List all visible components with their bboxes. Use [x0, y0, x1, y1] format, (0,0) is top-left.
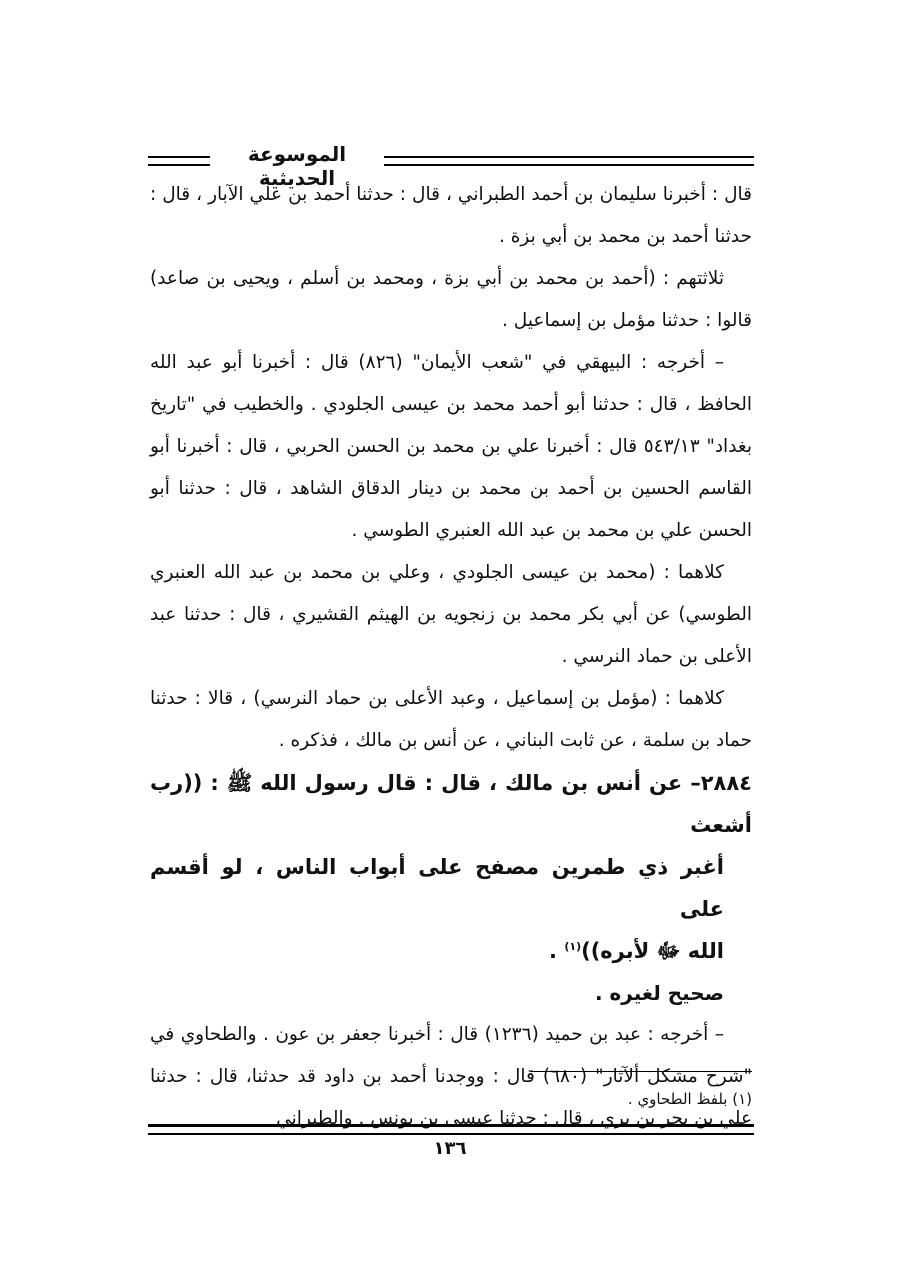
paragraph-2: ثلاثتهم : (أحمد بن محمد بن أبي بزة ، ومحمد بن أسلم ، ويحيى بن صاعد) قالوا : حدثنا مؤمل بن إسماعيل . — [150, 268, 752, 331]
running-header — [148, 140, 754, 190]
footnote: (١) بلفظ الطحاوي . — [627, 1090, 752, 1108]
main-text — [150, 174, 752, 1140]
header-rule-right — [384, 156, 754, 166]
paragraph-5: كلاهما : (مؤمل بن إسماعيل ، وعبد الأعلى بن حماد النرسي) ، قالا : حدثنا حماد بن سلمة ، عن ثابت البناني ، عن أنس بن مالك ، فذكره . — [150, 688, 752, 751]
hadith-line-2: أغبر ذي طمرين مصفح على أبواب الناس ، لو أقسم على — [150, 855, 724, 921]
footer-rule — [148, 1124, 754, 1135]
paragraph-6: – أخرجه : عبد بن حميد (١٢٣٦) قال : أخبرنا جعفر بن عون . والطحاوي في "شرح مشكل ألآثار" (٦٨٠) قال : ووجدنا أحمد بن داود قد حدثنا، قال : حدثنا علي بن بحر بن بري ، قال : حدثنا عيسى بن يونس . والطبراني — [150, 1024, 752, 1129]
paragraph-1: قال : أخبرنا سليمان بن أحمد الطبراني ، قال : حدثنا أحمد بن علي الآبار ، قال : حدثنا أحمد بن محمد بن أبي بزة . — [150, 184, 752, 247]
page-number: ١٣٦ — [433, 1138, 467, 1159]
footnote-divider — [530, 1071, 752, 1072]
hadith-line-3 — [150, 930, 752, 972]
hadith-end: . — [549, 939, 565, 963]
hadith-grade: صحيح لغيره . — [594, 981, 724, 1005]
header-rule-left — [148, 156, 210, 166]
paragraph-4: كلاهما : (محمد بن عيسى الجلودي ، وعلي بن محمد بن عبد الله العنبري الطوسي) عن أبي بكر محمد بن زنجويه بن الهيثم القشيري ، قال : حدثنا عبد الأعلى بن حماد النرسي . — [150, 562, 752, 667]
paragraph-3: – أخرجه : البيهقي في "شعب الأيمان" (٨٢٦) قال : أخبرنا أبو عبد الله الحافظ ، قال : حدثنا أبو أحمد محمد بن عيسى الجلودي . والخطيب في "تاريخ بغداد" ٥٤٣/١٣ قال : أخبرنا علي بن محمد بن الحسن الحربي ، قال : أخبرنا أبو القاسم الحسين بن أحمد بن محمد بن دينار الدقاق الشاهد ، قال : حدثنا أبو الحسن علي بن محمد بن عبد الله العنبري الطوسي . — [150, 352, 752, 541]
header-title: الموسوعة الحديثية — [247, 142, 347, 190]
hadith-line-1: ٢٨٨٤– عن أنس بن مالك ، قال : قال رسول الله ﷺ : ((رب أشعث — [150, 771, 752, 837]
footnote-marker: (١) — [564, 940, 582, 953]
hadith-line-3-text: الله ﷻ لأبره)) — [581, 939, 724, 963]
